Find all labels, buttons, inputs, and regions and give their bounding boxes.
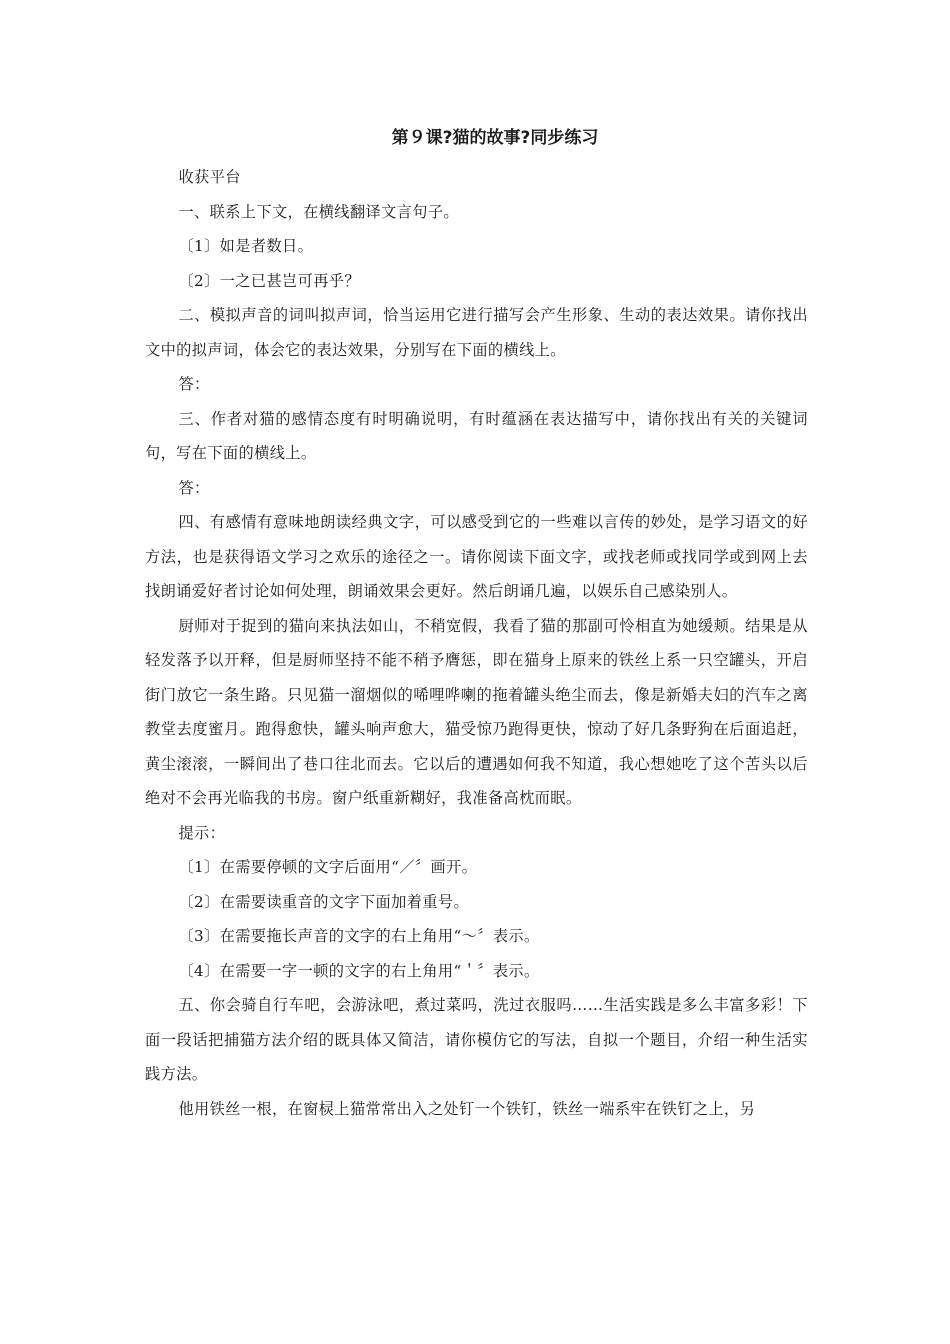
document-title: 第９课?猫的故事?同步练习	[391, 128, 599, 148]
reading-passage: 厨师对于捉到的猫向来执法如山，不稍宽假，我看了猫的那副可怜相直为她缓颊。结果是从轻发落予以开释，但是厨师坚持不能不稍予膺惩，即在猫身上原来的铁丝上系一只空罐头，开启街门放它一条生路。只见猫一溜烟似的唏哩哗喇的拖着罐头绝尘而去，像是新婚夫妇的汽车之离教堂去度蜜月。跑得愈快，罐头响声愈大，猫受惊乃跑得更快，惊动了好几条野狗在后面追赶，黄尘滚滚，一瞬间出了巷口往北而去。它以后的遭遇如何我不知道，我心想她吃了这个苦头以后绝对不会再光临我的书房。窗户纸重新糊好，我准备高枕而眠。	[145, 616, 808, 807]
question-2: 二、模拟声音的词叫拟声词，恰当运用它进行描写会产生形象、生动的表达效果。请你找出文中的拟声词，体会它的表达效果，分别写在下面的横线上。	[145, 306, 808, 359]
section-heading: 收获平台	[178, 168, 241, 186]
hint-item-2: 〔2〕在需要读重音的文字下面加着重号。	[178, 892, 470, 911]
question-1: 一、联系上下文，在横线翻译文言句子。	[178, 202, 460, 221]
hint-label: 提示：	[178, 823, 226, 842]
question-5: 五、你会骑自行车吧，会游泳吧，煮过菜吗，洗过衣服吗……生活实践是多么丰富多彩！下面一段话把捕猫方法介绍的既具体又简洁，请你模仿它的写法，自拟一个题目，介绍一种生活实践方法。	[145, 996, 808, 1083]
example-passage: 他用铁丝一根，在窗棂上猫常常出入之处钉一个铁钉，铁丝一端系牢在铁钉之上，另	[178, 1099, 756, 1118]
question-1-item-1: 〔1〕如是者数日。	[178, 237, 314, 255]
question-1-item-2: 〔2〕一之已甚岂可再乎？	[178, 271, 360, 290]
answer-label-3: 答：	[178, 478, 210, 497]
hint-item-4: 〔4〕在需要一字一顿的文字的右上角用“＇〞表示。	[178, 961, 540, 980]
answer-label-2: 答：	[178, 375, 210, 393]
hint-item-1: 〔1〕在需要停顿的文字后面用“／〞画开。	[178, 858, 478, 876]
question-3: 三、作者对猫的感情态度有时明确说明，有时蕴涵在表达描写中，请你找出有关的关键词句，写在下面的横线上。	[145, 409, 808, 462]
hint-item-3: 〔3〕在需要拖长声音的文字的右上角用“～〞表示。	[178, 927, 540, 945]
question-4: 四、有感情有意味地朗读经典文字，可以感受到它的一些难以言传的妙处，是学习语文的好方法，也是获得语文学习之欢乐的途径之一。请你阅读下面文字，或找老师或找同学或到网上去找朗诵爱好者讨论如何处理，朗诵效果会更好。然后朗诵几遍，以娱乐自己感染别人。	[145, 513, 808, 600]
document-body	[145, 160, 808, 1126]
